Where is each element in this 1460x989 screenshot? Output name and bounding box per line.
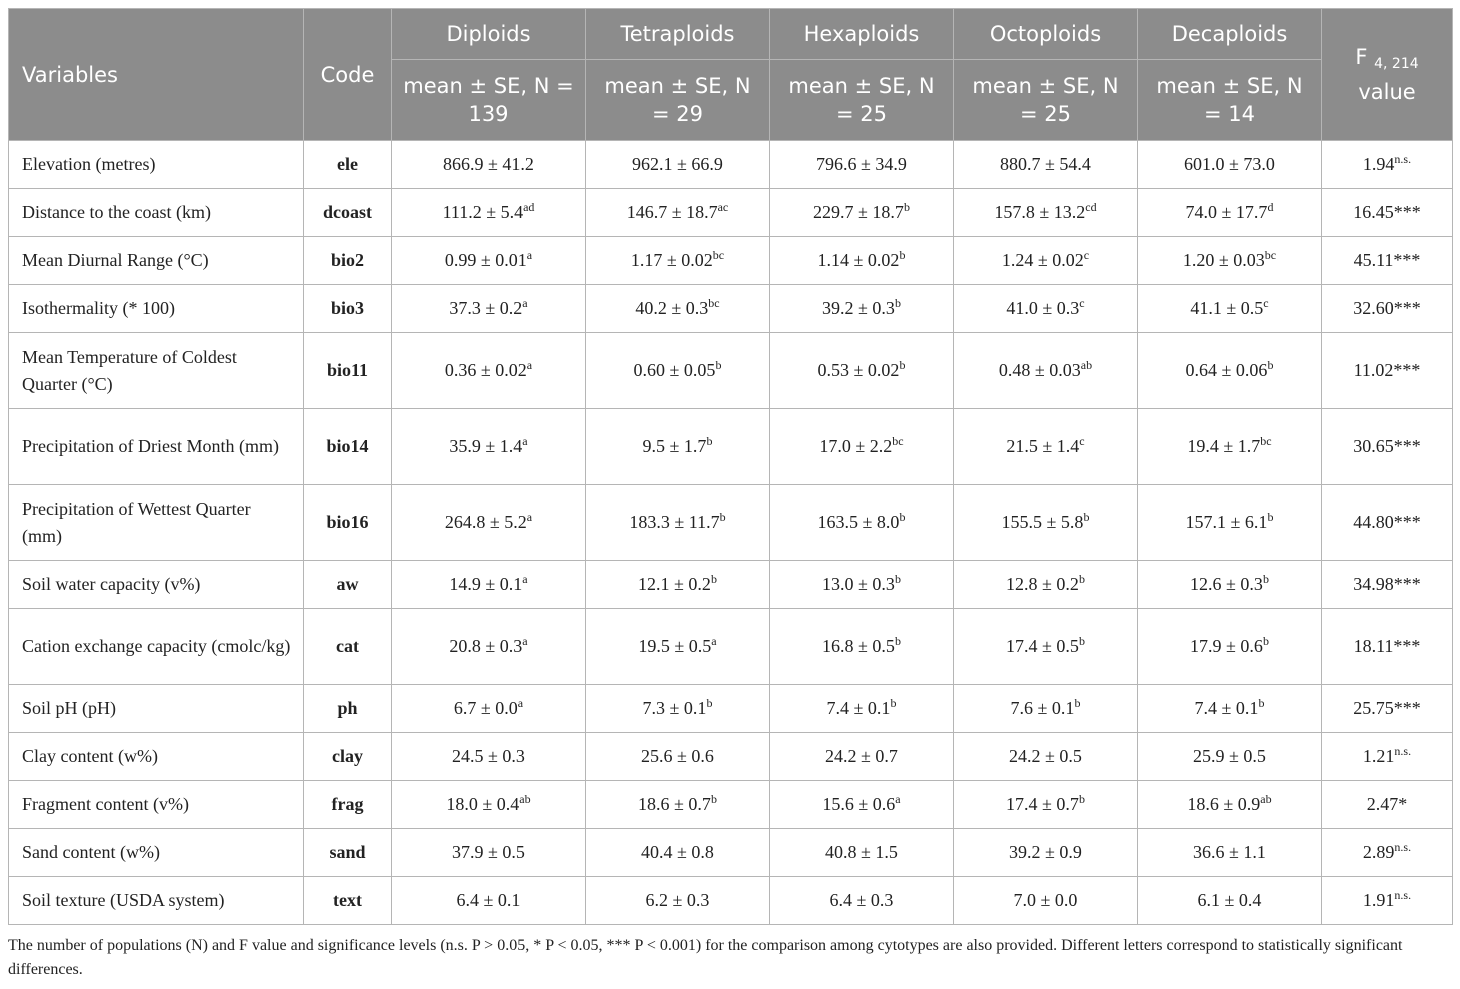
mean-se-cell bbox=[586, 141, 770, 189]
cell-value: 0.64 ± 0.06 bbox=[1185, 360, 1268, 380]
mean-se-cell bbox=[770, 189, 954, 237]
mean-se-cell bbox=[1138, 237, 1322, 285]
cell-value: 17.4 ± 0.5 bbox=[1006, 636, 1079, 656]
table-row bbox=[9, 409, 1453, 485]
cell-value: 40.2 ± 0.3 bbox=[635, 298, 709, 318]
significance-letters: bc bbox=[1260, 434, 1272, 448]
cell-value: 796.6 ± 34.9 bbox=[816, 154, 907, 174]
significance-letters: b bbox=[710, 792, 717, 806]
cell-value: 45.11*** bbox=[1353, 250, 1421, 270]
significance-letters: b bbox=[903, 200, 910, 214]
cell-value: 25.75*** bbox=[1353, 698, 1421, 718]
code-cell: cat bbox=[304, 609, 392, 685]
mean-se-cell bbox=[954, 141, 1138, 189]
mean-se-cell bbox=[770, 781, 954, 829]
cell-value: 0.48 ± 0.03 bbox=[998, 360, 1081, 380]
mean-se-cell bbox=[392, 485, 586, 561]
variable-cell: Sand content (w%) bbox=[9, 829, 304, 877]
mean-se-cell bbox=[954, 237, 1138, 285]
mean-se-cell bbox=[770, 877, 954, 925]
cell-value: 37.9 ± 0.5 bbox=[452, 842, 525, 862]
cell-value: 16.8 ± 0.5 bbox=[822, 636, 895, 656]
mean-se-cell bbox=[954, 333, 1138, 409]
significance-letters: bc bbox=[708, 296, 720, 310]
significance-letters: b bbox=[894, 634, 901, 648]
cell-value: 6.4 ± 0.1 bbox=[456, 890, 521, 910]
mean-se-cell bbox=[770, 829, 954, 877]
header-code: Code bbox=[304, 9, 392, 141]
cell-value: 146.7 ± 18.7 bbox=[626, 202, 718, 222]
cell-value: 24.2 ± 0.5 bbox=[1009, 746, 1082, 766]
cell-value: 9.5 ± 1.7 bbox=[642, 436, 707, 456]
cell-value: 12.8 ± 0.2 bbox=[1006, 574, 1079, 594]
significance-letters: b bbox=[706, 696, 713, 710]
significance-letters: a bbox=[711, 634, 717, 648]
mean-se-cell bbox=[586, 685, 770, 733]
mean-se-cell bbox=[586, 609, 770, 685]
mean-se-cell bbox=[954, 485, 1138, 561]
cell-value: 16.45*** bbox=[1353, 202, 1421, 222]
significance-letters: c bbox=[1079, 434, 1085, 448]
mean-se-cell bbox=[954, 685, 1138, 733]
cell-value: 20.8 ± 0.3 bbox=[449, 636, 523, 656]
cell-value: 19.4 ± 1.7 bbox=[1187, 436, 1261, 456]
cell-value: 24.5 ± 0.3 bbox=[452, 746, 525, 766]
significance-letters: ad bbox=[523, 200, 535, 214]
cell-value: 0.36 ± 0.02 bbox=[444, 360, 527, 380]
table-row bbox=[9, 189, 1453, 237]
f-value-cell bbox=[1322, 285, 1453, 333]
f-value-cell bbox=[1322, 781, 1453, 829]
code-cell: bio14 bbox=[304, 409, 392, 485]
significance-letters: c bbox=[1083, 248, 1090, 262]
cell-value: 7.3 ± 0.1 bbox=[642, 698, 707, 718]
cell-value: 44.80*** bbox=[1353, 512, 1421, 532]
table-row bbox=[9, 561, 1453, 609]
cell-value: 30.65*** bbox=[1353, 436, 1421, 456]
variable-cell: Precipitation of Wettest Quarter (mm) bbox=[9, 485, 304, 561]
variable-cell: Cation exchange capacity (cmolc/kg) bbox=[9, 609, 304, 685]
mean-se-cell bbox=[586, 333, 770, 409]
significance-letters: c bbox=[1079, 296, 1085, 310]
cell-value: 962.1 ± 66.9 bbox=[632, 154, 723, 174]
mean-se-cell bbox=[1138, 877, 1322, 925]
cell-value: 157.8 ± 13.2 bbox=[994, 202, 1086, 222]
mean-se-cell bbox=[770, 685, 954, 733]
cell-value: 18.6 ± 0.9 bbox=[1187, 794, 1261, 814]
cell-value: 17.0 ± 2.2 bbox=[819, 436, 893, 456]
mean-se-cell bbox=[586, 877, 770, 925]
cell-value: 12.1 ± 0.2 bbox=[638, 574, 711, 594]
f-value-cell bbox=[1322, 189, 1453, 237]
cell-value: 19.5 ± 0.5 bbox=[638, 636, 712, 656]
variable-cell: Clay content (w%) bbox=[9, 733, 304, 781]
table-footnote: The number of populations (N) and F value and significance levels (n.s. P > 0.05, * P < 0.05, *** P < 0.001) for the comparison among cytotypes are also provided. Different letters correspond to statistically significant differences. bbox=[8, 937, 1403, 978]
cell-value: 157.1 ± 6.1 bbox=[1185, 512, 1268, 532]
cell-value: 111.2 ± 5.4 bbox=[442, 202, 524, 222]
variable-cell: Precipitation of Driest Month (mm) bbox=[9, 409, 304, 485]
cell-value: 14.9 ± 0.1 bbox=[449, 574, 523, 594]
header-f-value-label: value bbox=[1358, 80, 1416, 104]
mean-se-cell bbox=[770, 237, 954, 285]
cell-value: 39.2 ± 0.3 bbox=[822, 298, 895, 318]
mean-se-cell bbox=[392, 877, 586, 925]
significance-letters: b bbox=[899, 510, 906, 524]
cell-value: 880.7 ± 54.4 bbox=[1000, 154, 1091, 174]
mean-se-cell bbox=[1138, 829, 1322, 877]
cell-value: 264.8 ± 5.2 bbox=[444, 512, 527, 532]
variable-cell: Isothermality (* 100) bbox=[9, 285, 304, 333]
mean-se-cell bbox=[770, 485, 954, 561]
variable-cell: Distance to the coast (km) bbox=[9, 189, 304, 237]
mean-se-cell bbox=[586, 285, 770, 333]
table-row bbox=[9, 877, 1453, 925]
significance-letters: b bbox=[715, 358, 722, 372]
f-value-cell bbox=[1322, 333, 1453, 409]
cell-value: 7.6 ± 0.1 bbox=[1010, 698, 1075, 718]
cell-value: 40.8 ± 1.5 bbox=[825, 842, 898, 862]
cell-value: 41.1 ± 0.5 bbox=[1190, 298, 1264, 318]
significance-letters: n.s. bbox=[1394, 888, 1412, 902]
cell-value: 601.0 ± 73.0 bbox=[1184, 154, 1275, 174]
f-value-cell bbox=[1322, 733, 1453, 781]
significance-letters: b bbox=[710, 572, 717, 586]
mean-se-cell bbox=[1138, 485, 1322, 561]
cell-value: 6.7 ± 0.0 bbox=[453, 698, 518, 718]
cell-value: 866.9 ± 41.2 bbox=[443, 154, 534, 174]
cell-value: 25.6 ± 0.6 bbox=[641, 746, 714, 766]
significance-letters: b bbox=[1078, 792, 1085, 806]
variable-cell: Elevation (metres) bbox=[9, 141, 304, 189]
variable-cell: Mean Temperature of Coldest Quarter (°C) bbox=[9, 333, 304, 409]
significance-letters: a bbox=[522, 572, 528, 586]
mean-se-cell bbox=[954, 877, 1138, 925]
mean-se-cell bbox=[770, 141, 954, 189]
cell-value: 0.53 ± 0.02 bbox=[817, 360, 900, 380]
mean-se-cell bbox=[770, 561, 954, 609]
mean-se-cell bbox=[1138, 561, 1322, 609]
cell-value: 1.20 ± 0.03 bbox=[1182, 250, 1265, 270]
mean-se-cell bbox=[586, 781, 770, 829]
significance-letters: a bbox=[517, 696, 524, 710]
mean-se-cell bbox=[586, 485, 770, 561]
table-row bbox=[9, 685, 1453, 733]
variable-cell: Fragment content (v%) bbox=[9, 781, 304, 829]
code-cell: dcoast bbox=[304, 189, 392, 237]
cell-value: 163.5 ± 8.0 bbox=[817, 512, 900, 532]
mean-se-cell bbox=[1138, 409, 1322, 485]
code-cell: bio3 bbox=[304, 285, 392, 333]
cell-value: 1.14 ± 0.02 bbox=[817, 250, 900, 270]
significance-letters: cd bbox=[1085, 200, 1097, 214]
code-cell: frag bbox=[304, 781, 392, 829]
significance-letters: b bbox=[894, 296, 901, 310]
header-group-stat: mean ± SE, N = 14 bbox=[1138, 60, 1322, 141]
significance-letters: n.s. bbox=[1394, 744, 1412, 758]
cell-value: 7.4 ± 0.1 bbox=[1194, 698, 1259, 718]
significance-letters: b bbox=[719, 510, 726, 524]
header-group-stat: mean ± SE, N = 25 bbox=[770, 60, 954, 141]
significance-letters: b bbox=[1074, 696, 1081, 710]
mean-se-cell bbox=[586, 561, 770, 609]
cell-value: 37.3 ± 0.2 bbox=[449, 298, 523, 318]
cell-value: 25.9 ± 0.5 bbox=[1193, 746, 1266, 766]
variable-cell: Soil water capacity (v%) bbox=[9, 561, 304, 609]
cell-value: 15.6 ± 0.6 bbox=[822, 794, 896, 814]
header-group-name: Diploids bbox=[392, 9, 586, 60]
mean-se-cell bbox=[1138, 141, 1322, 189]
cell-value: 6.4 ± 0.3 bbox=[829, 890, 894, 910]
mean-se-cell bbox=[954, 781, 1138, 829]
cell-value: 2.89 bbox=[1362, 842, 1395, 862]
significance-letters: c bbox=[1263, 296, 1269, 310]
header-f-value bbox=[1322, 9, 1453, 141]
header-group-stat: mean ± SE, N = 25 bbox=[954, 60, 1138, 141]
significance-letters: d bbox=[1267, 200, 1274, 214]
significance-letters: b bbox=[1267, 358, 1274, 372]
mean-se-cell bbox=[954, 829, 1138, 877]
table-header bbox=[9, 9, 1453, 141]
cell-value: 7.4 ± 0.1 bbox=[826, 698, 891, 718]
significance-letters: ab bbox=[519, 792, 531, 806]
cell-value: 6.1 ± 0.4 bbox=[1197, 890, 1262, 910]
code-cell: clay bbox=[304, 733, 392, 781]
cell-value: 18.0 ± 0.4 bbox=[446, 794, 520, 814]
cell-value: 17.4 ± 0.7 bbox=[1006, 794, 1079, 814]
cell-value: 35.9 ± 1.4 bbox=[449, 436, 523, 456]
cell-value: 18.6 ± 0.7 bbox=[638, 794, 711, 814]
mean-se-cell bbox=[770, 333, 954, 409]
cell-value: 229.7 ± 18.7 bbox=[813, 202, 904, 222]
significance-letters: a bbox=[895, 792, 901, 806]
header-group-name: Decaploids bbox=[1138, 9, 1322, 60]
cell-value: 1.21 bbox=[1362, 746, 1395, 766]
code-cell: text bbox=[304, 877, 392, 925]
significance-letters: b bbox=[899, 248, 906, 262]
cell-value: 24.2 ± 0.7 bbox=[825, 746, 898, 766]
mean-se-cell bbox=[392, 733, 586, 781]
header-group-stat: mean ± SE, N = 139 bbox=[392, 60, 586, 141]
significance-letters: b bbox=[1262, 634, 1269, 648]
cell-value: 1.94 bbox=[1362, 154, 1395, 174]
mean-se-cell bbox=[1138, 781, 1322, 829]
variable-cell: Mean Diurnal Range (°C) bbox=[9, 237, 304, 285]
f-value-cell bbox=[1322, 409, 1453, 485]
significance-letters: bc bbox=[1264, 248, 1277, 262]
significance-letters: bc bbox=[712, 248, 725, 262]
significance-letters: b bbox=[1258, 696, 1265, 710]
f-value-cell bbox=[1322, 609, 1453, 685]
mean-se-cell bbox=[954, 409, 1138, 485]
cell-value: 34.98*** bbox=[1353, 574, 1421, 594]
significance-letters: n.s. bbox=[1394, 152, 1412, 166]
significance-letters: ac bbox=[717, 200, 729, 214]
cell-value: 18.11*** bbox=[1353, 636, 1421, 656]
code-cell: aw bbox=[304, 561, 392, 609]
table-body bbox=[9, 141, 1453, 925]
mean-se-cell bbox=[770, 409, 954, 485]
code-cell: bio16 bbox=[304, 485, 392, 561]
mean-se-cell bbox=[770, 733, 954, 781]
table-row bbox=[9, 781, 1453, 829]
header-group-stat: mean ± SE, N = 29 bbox=[586, 60, 770, 141]
significance-letters: b bbox=[1083, 510, 1090, 524]
mean-se-cell bbox=[954, 561, 1138, 609]
f-value-cell bbox=[1322, 485, 1453, 561]
significance-letters: a bbox=[526, 358, 533, 372]
mean-se-cell bbox=[770, 285, 954, 333]
cell-value: 41.0 ± 0.3 bbox=[1006, 298, 1080, 318]
mean-se-cell bbox=[392, 189, 586, 237]
significance-letters: b bbox=[706, 434, 713, 448]
mean-se-cell bbox=[392, 829, 586, 877]
mean-se-cell bbox=[770, 609, 954, 685]
mean-se-cell bbox=[392, 409, 586, 485]
mean-se-cell bbox=[954, 285, 1138, 333]
mean-se-cell bbox=[586, 409, 770, 485]
header-f-sub: 4, 214 bbox=[1374, 56, 1419, 72]
mean-se-cell bbox=[954, 609, 1138, 685]
mean-se-cell bbox=[954, 189, 1138, 237]
significance-letters: a bbox=[526, 510, 533, 524]
significance-letters: ab bbox=[1260, 792, 1272, 806]
cell-value: 1.91 bbox=[1362, 890, 1395, 910]
significance-letters: b bbox=[1267, 510, 1274, 524]
mean-se-cell bbox=[392, 685, 586, 733]
mean-se-cell bbox=[392, 561, 586, 609]
header-group-name: Hexaploids bbox=[770, 9, 954, 60]
f-value-cell bbox=[1322, 877, 1453, 925]
table-row bbox=[9, 141, 1453, 189]
cell-value: 155.5 ± 5.8 bbox=[1001, 512, 1084, 532]
cell-value: 2.47* bbox=[1366, 794, 1408, 814]
f-value-cell bbox=[1322, 141, 1453, 189]
cell-value: 39.2 ± 0.9 bbox=[1009, 842, 1082, 862]
significance-letters: b bbox=[1078, 572, 1085, 586]
variable-cell: Soil pH (pH) bbox=[9, 685, 304, 733]
significance-letters: b bbox=[1078, 634, 1085, 648]
table-row bbox=[9, 609, 1453, 685]
table-row bbox=[9, 829, 1453, 877]
significance-letters: bc bbox=[892, 434, 904, 448]
cell-value: 12.6 ± 0.3 bbox=[1190, 574, 1263, 594]
f-value-cell bbox=[1322, 237, 1453, 285]
cell-value: 0.99 ± 0.01 bbox=[444, 250, 527, 270]
f-value-cell bbox=[1322, 685, 1453, 733]
table-row bbox=[9, 237, 1453, 285]
code-cell: ph bbox=[304, 685, 392, 733]
mean-se-cell bbox=[586, 733, 770, 781]
mean-se-cell bbox=[1138, 333, 1322, 409]
cell-value: 40.4 ± 0.8 bbox=[641, 842, 714, 862]
significance-letters: b bbox=[1262, 572, 1269, 586]
header-variables: Variables bbox=[9, 9, 304, 141]
significance-letters: n.s. bbox=[1394, 840, 1412, 854]
code-cell: bio2 bbox=[304, 237, 392, 285]
table-row bbox=[9, 285, 1453, 333]
mean-se-cell bbox=[586, 237, 770, 285]
significance-letters: b bbox=[890, 696, 897, 710]
f-value-cell bbox=[1322, 829, 1453, 877]
cell-value: 6.2 ± 0.3 bbox=[645, 890, 710, 910]
significance-letters: b bbox=[899, 358, 906, 372]
significance-letters: a bbox=[522, 634, 528, 648]
data-table bbox=[8, 8, 1453, 925]
header-group-name: Octoploids bbox=[954, 9, 1138, 60]
cell-value: 36.6 ± 1.1 bbox=[1193, 842, 1266, 862]
code-cell: sand bbox=[304, 829, 392, 877]
cell-value: 7.0 ± 0.0 bbox=[1013, 890, 1078, 910]
significance-letters: a bbox=[522, 434, 528, 448]
cell-value: 21.5 ± 1.4 bbox=[1006, 436, 1080, 456]
cell-value: 1.17 ± 0.02 bbox=[630, 250, 713, 270]
mean-se-cell bbox=[954, 733, 1138, 781]
mean-se-cell bbox=[392, 237, 586, 285]
mean-se-cell bbox=[392, 141, 586, 189]
cell-value: 32.60*** bbox=[1353, 298, 1421, 318]
cell-value: 1.24 ± 0.02 bbox=[1001, 250, 1084, 270]
mean-se-cell bbox=[1138, 685, 1322, 733]
variable-cell: Soil texture (USDA system) bbox=[9, 877, 304, 925]
mean-se-cell bbox=[586, 189, 770, 237]
mean-se-cell bbox=[392, 781, 586, 829]
significance-letters: b bbox=[894, 572, 901, 586]
significance-letters: a bbox=[522, 296, 528, 310]
mean-se-cell bbox=[1138, 189, 1322, 237]
header-group-name: Tetraploids bbox=[586, 9, 770, 60]
mean-se-cell bbox=[1138, 285, 1322, 333]
code-cell: bio11 bbox=[304, 333, 392, 409]
f-value-cell bbox=[1322, 561, 1453, 609]
cell-value: 11.02*** bbox=[1353, 360, 1421, 380]
mean-se-cell bbox=[392, 609, 586, 685]
table-row bbox=[9, 733, 1453, 781]
mean-se-cell bbox=[392, 333, 586, 409]
cell-value: 183.3 ± 11.7 bbox=[629, 512, 720, 532]
significance-letters: ab bbox=[1080, 358, 1093, 372]
code-cell: ele bbox=[304, 141, 392, 189]
cell-value: 0.60 ± 0.05 bbox=[633, 360, 716, 380]
cell-value: 13.0 ± 0.3 bbox=[822, 574, 895, 594]
table-row bbox=[9, 333, 1453, 409]
header-f-main: F bbox=[1355, 45, 1368, 69]
significance-letters: a bbox=[526, 248, 533, 262]
cell-value: 17.9 ± 0.6 bbox=[1190, 636, 1263, 656]
table-row bbox=[9, 485, 1453, 561]
mean-se-cell bbox=[1138, 733, 1322, 781]
mean-se-cell bbox=[392, 285, 586, 333]
mean-se-cell bbox=[586, 829, 770, 877]
mean-se-cell bbox=[1138, 609, 1322, 685]
cell-value: 74.0 ± 17.7 bbox=[1185, 202, 1268, 222]
